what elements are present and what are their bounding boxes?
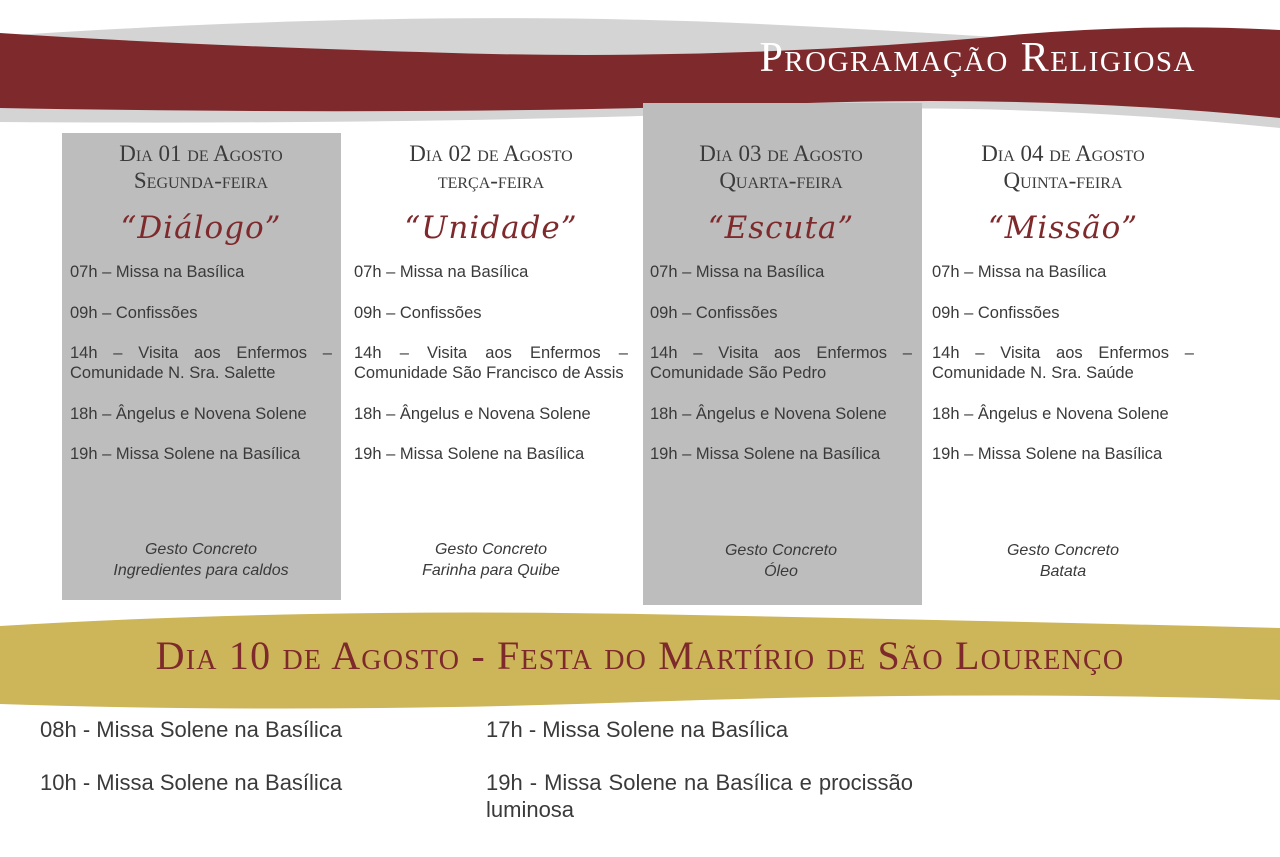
- gesture-value: Farinha para Quibe: [422, 562, 560, 579]
- day-theme: “Missão”: [987, 210, 1139, 246]
- gesture-block: [650, 540, 912, 582]
- schedule-item: 18h – Ângelus e Novena Solene: [650, 404, 887, 423]
- gesture-label: Gesto Concreto: [144, 541, 258, 558]
- gesture-label: Gesto Concreto: [434, 541, 548, 558]
- day-column-3: [650, 140, 912, 580]
- schedule-item: 14h – Visita aos Enfermos – Comunidade N. Sra. Salette: [70, 344, 332, 382]
- schedule-item: 09h – Confissões: [932, 303, 1060, 322]
- gesture-block: [70, 539, 332, 581]
- festa-schedule-item: 10h - Missa Solene na Basílica: [40, 770, 343, 795]
- schedule-item: 09h – Confissões: [70, 303, 198, 322]
- schedule-item: 07h – Missa na Basílica: [650, 263, 825, 281]
- schedule-item: 19h – Missa Solene na Basílica: [70, 445, 301, 463]
- schedule-item: 18h – Ângelus e Novena Solene: [70, 404, 307, 423]
- gesture-label: Gesto Concreto: [1006, 542, 1120, 559]
- day-date: Dia 02 de Agosto: [409, 141, 573, 166]
- schedule-item: 09h – Confissões: [354, 303, 482, 322]
- day-weekday: Quarta-feira: [719, 168, 843, 193]
- schedule-item: 18h – Ângelus e Novena Solene: [354, 404, 591, 423]
- day-date: Dia 03 de Agosto: [699, 141, 863, 166]
- schedule-item: 14h – Visita aos Enfermos – Comunidade N. Sra. Saúde: [932, 344, 1194, 382]
- day-weekday: Quinta-feira: [1003, 168, 1123, 193]
- day-column-4: [932, 140, 1194, 580]
- schedule-item: 07h – Missa na Basílica: [354, 263, 529, 281]
- festa-schedule-item: 19h - Missa Solene na Basílica e procissão luminosa: [486, 770, 913, 822]
- festa-schedule-item: 08h - Missa Solene na Basílica: [40, 717, 343, 742]
- gesture-label: Gesto Concreto: [724, 542, 838, 559]
- schedule-item: 09h – Confissões: [650, 303, 778, 322]
- gesture-block: [354, 539, 628, 581]
- schedule-item: 19h – Missa Solene na Basílica: [932, 445, 1163, 463]
- page-title: Programação Religiosa: [759, 35, 1196, 81]
- day-weekday: Segunda-feira: [133, 168, 269, 193]
- day-date: Dia 01 de Agosto: [119, 141, 283, 166]
- festa-schedule-item: 17h - Missa Solene na Basílica: [486, 717, 789, 742]
- schedule-item: 18h – Ângelus e Novena Solene: [932, 404, 1169, 423]
- schedule-item: 19h – Missa Solene na Basílica: [650, 445, 881, 463]
- gesture-block: [932, 540, 1194, 582]
- schedule-item: 07h – Missa na Basílica: [70, 263, 245, 281]
- day-theme: “Escuta”: [707, 210, 855, 246]
- schedule-item: 07h – Missa na Basílica: [932, 263, 1107, 281]
- day-theme: “Unidade”: [404, 210, 578, 246]
- schedule-item: 14h – Visita aos Enfermos – Comunidade São Francisco de Assis: [354, 344, 628, 382]
- day-theme: “Diálogo”: [120, 210, 282, 246]
- day-date: Dia 04 de Agosto: [981, 141, 1145, 166]
- schedule-item: 19h – Missa Solene na Basílica: [354, 445, 585, 463]
- day-column-1: [70, 140, 332, 579]
- gesture-value: Óleo: [764, 563, 798, 580]
- gesture-value: Batata: [1039, 563, 1087, 580]
- festa-title: Dia 10 de Agosto - Festa do Martírio de São Lourenço: [155, 633, 1125, 678]
- day-column-2: [354, 140, 628, 579]
- day-weekday: terça-feira: [437, 168, 545, 193]
- schedule-item: 14h – Visita aos Enfermos – Comunidade São Pedro: [650, 344, 912, 382]
- gesture-value: Ingredientes para caldos: [113, 562, 289, 579]
